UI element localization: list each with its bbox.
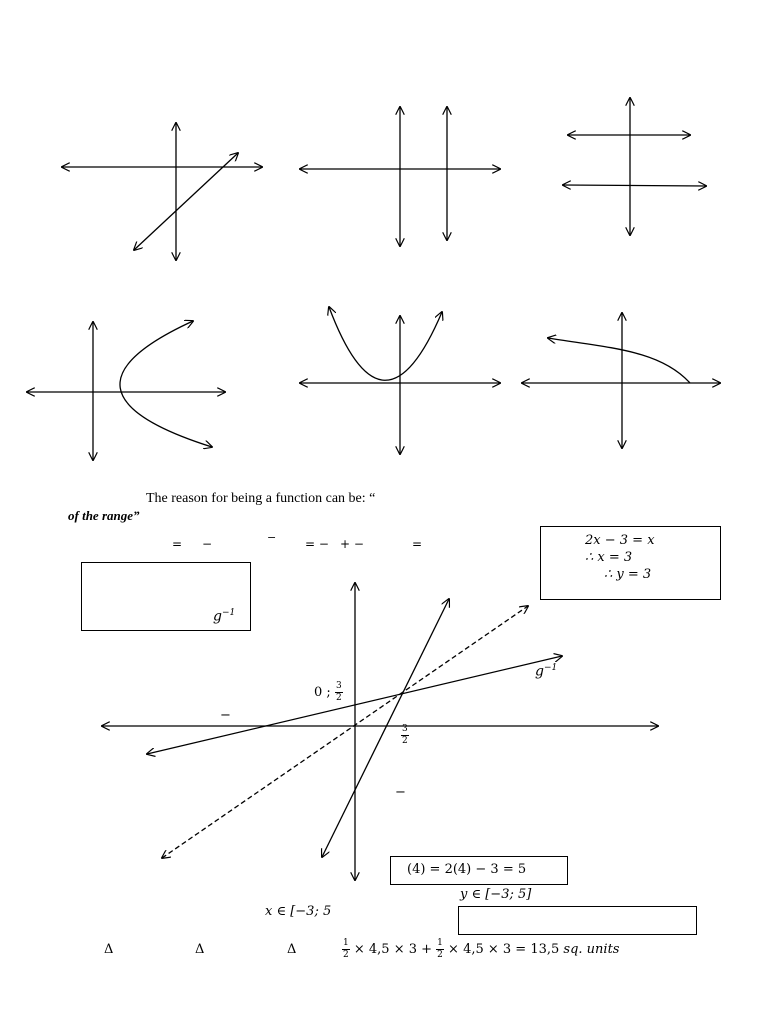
eq-minus: = − xyxy=(305,537,329,551)
minus-sign: − xyxy=(202,537,213,551)
y-equals-x-dashed xyxy=(162,606,528,858)
area-calculation: $\frac{1}{2}$ × 4,5 × 3 + $\frac{1}{2}$ × 4,5 × 3 = 13,5 sq. units xyxy=(343,938,620,960)
delta-symbol: Δ xyxy=(104,942,114,957)
graph-4-sideways-parabola xyxy=(27,321,225,460)
graph-1-oblique-line xyxy=(62,123,262,260)
eq-sign: = xyxy=(172,537,183,551)
domain-text: x ∈ [−3; 5 xyxy=(265,904,332,919)
x-intercept-label: $\frac{3}{2}$ xyxy=(402,724,408,746)
solve-line-3: ∴ y = 3 xyxy=(604,567,652,582)
empty-box xyxy=(458,906,697,935)
graph-3-horizontal-line xyxy=(563,98,706,235)
delta-symbol: Δ xyxy=(287,942,297,957)
evaluation-box xyxy=(390,856,568,885)
y-intercept-label: 0 ; $\frac{3}{2}$ xyxy=(314,681,342,703)
graph-2-vertical-line xyxy=(300,107,500,246)
solve-box xyxy=(540,526,721,600)
graph-6-decreasing-curve xyxy=(522,313,720,448)
inverse-box-label: $g^{-1}$ xyxy=(213,608,236,625)
solve-line-2: ∴ x = 3 xyxy=(585,550,633,565)
range-phrase: of the range” xyxy=(68,508,140,523)
minus-sign: − xyxy=(267,531,277,544)
inverse-box xyxy=(81,562,251,631)
reason-line: The reason for being a function can be: “ xyxy=(146,491,376,506)
graph-5-parabola xyxy=(300,307,500,454)
solve-line-1: 2x − 3 = x xyxy=(585,533,655,548)
dash-lower: − xyxy=(395,785,406,800)
eq-sign: = xyxy=(412,537,423,551)
delta-symbol: Δ xyxy=(195,942,205,957)
g-inverse-label: $g^{-1}$ xyxy=(535,663,558,680)
dash-left: − xyxy=(220,708,231,723)
evaluation-text: (4) = 2(4) − 3 = 5 xyxy=(407,862,527,877)
plus-minus: + − xyxy=(340,537,364,551)
g-line xyxy=(322,599,449,857)
range-text: y ∈ [−3; 5] xyxy=(460,887,532,902)
